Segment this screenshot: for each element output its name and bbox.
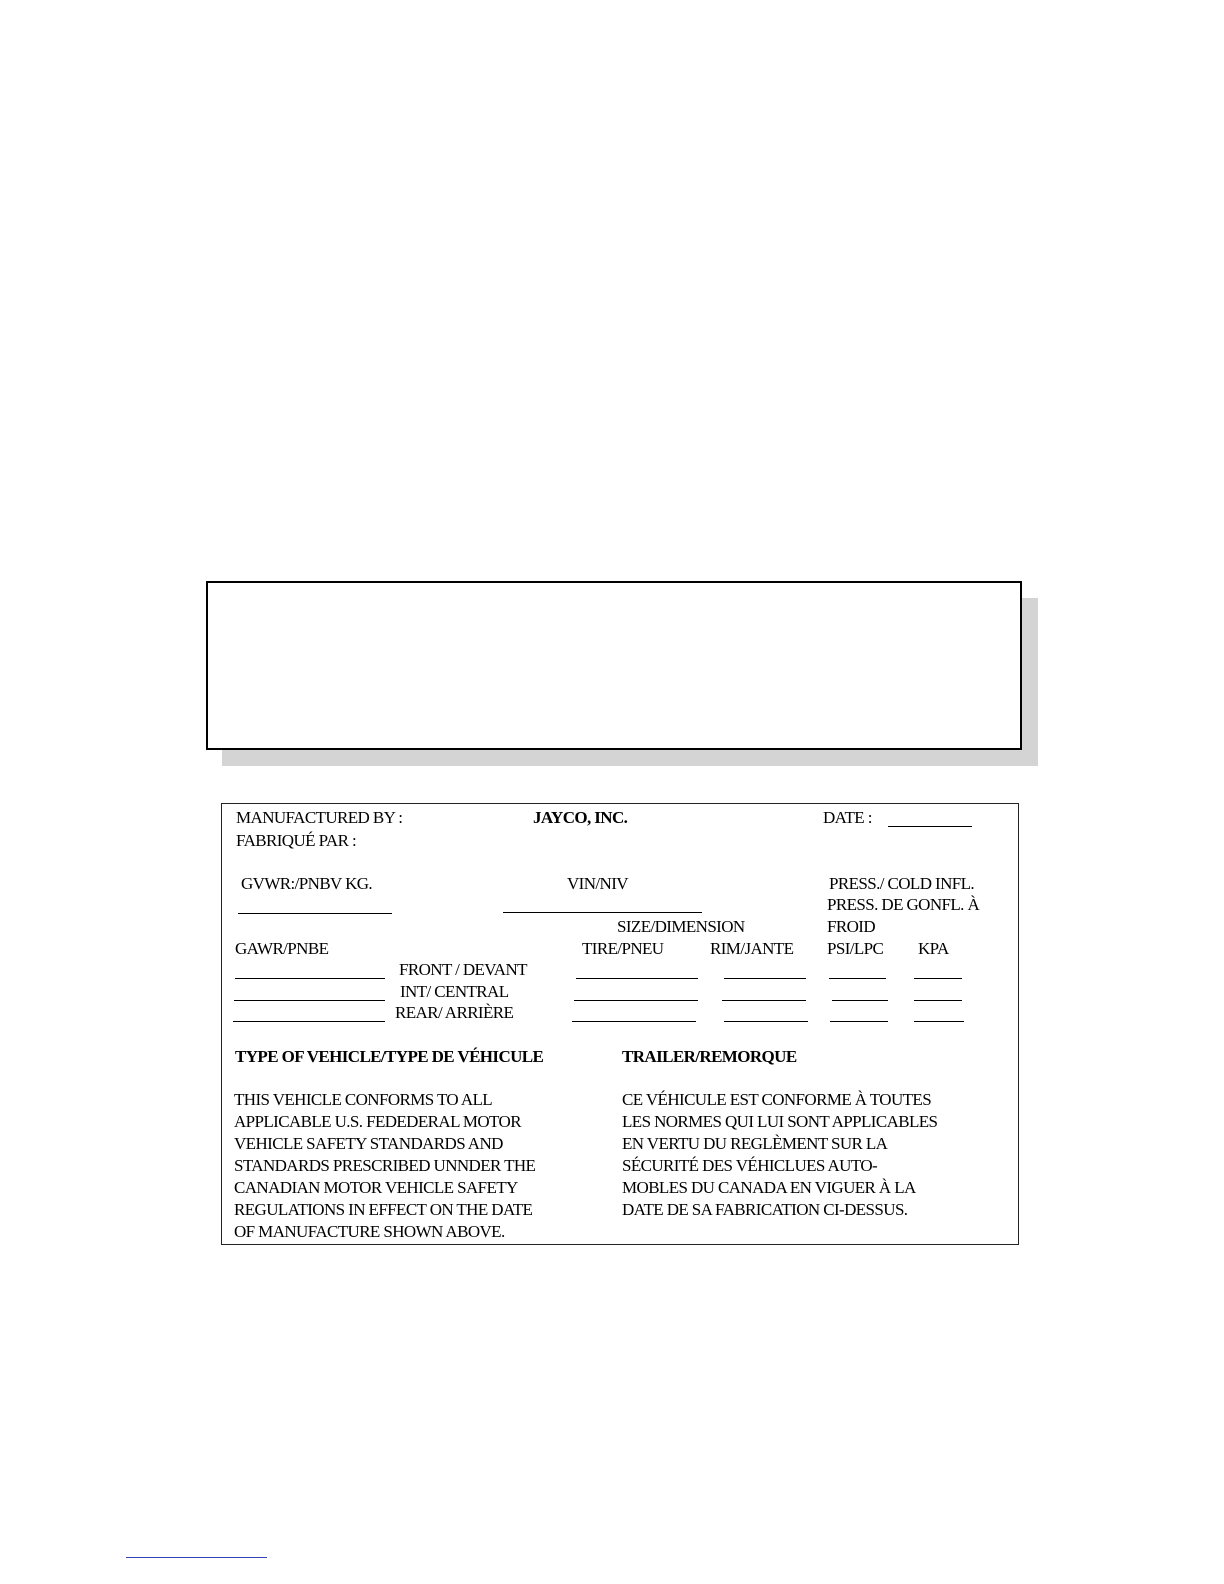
french-line: CE VÉHICULE EST CONFORME À TOUTES — [622, 1090, 932, 1109]
english-line: APPLICABLE U.S. FEDEDERAL MOTOR — [234, 1112, 521, 1131]
press-label-2: PRESS. DE GONFL. À — [827, 895, 980, 914]
type-of-vehicle-label: TYPE OF VEHICLE/TYPE DE VÉHICULE — [235, 1047, 544, 1066]
rear-rim-line — [724, 1021, 808, 1022]
gvwr-field-line — [238, 913, 392, 914]
axle-rear-label: REAR/ ARRIÈRE — [395, 1003, 514, 1022]
french-line: LES NORMES QUI LUI SONT APPLICABLES — [622, 1112, 938, 1131]
kpa-label: KPA — [918, 939, 949, 958]
date-label: DATE : — [823, 808, 872, 827]
english-line: THIS VEHICLE CONFORMS TO ALL — [234, 1090, 493, 1109]
front-kpa-line — [914, 978, 962, 979]
french-line: DATE DE SA FABRICATION CI-DESSUS. — [622, 1200, 908, 1219]
front-rim-line — [724, 978, 806, 979]
english-line: OF MANUFACTURE SHOWN ABOVE. — [234, 1222, 505, 1241]
tire-label: TIRE/PNEU — [582, 939, 664, 958]
trailer-label: TRAILER/REMORQUE — [622, 1047, 797, 1066]
manufacturer-name: JAYCO, INC. — [533, 808, 628, 827]
press-label-1: PRESS./ COLD INFL. — [829, 874, 975, 893]
vin-label: VIN/NIV — [567, 874, 628, 893]
psi-label: PSI/LPC — [827, 939, 884, 958]
english-line: CANADIAN MOTOR VEHICLE SAFETY — [234, 1178, 518, 1197]
int-tire-line — [574, 1000, 698, 1001]
rear-tire-line — [572, 1021, 696, 1022]
rear-gawr-line — [233, 1021, 385, 1022]
gvwr-label: GVWR:/PNBV KG. — [241, 874, 373, 893]
int-kpa-line — [914, 1000, 962, 1001]
english-line: REGULATIONS IN EFFECT ON THE DATE — [234, 1200, 533, 1219]
french-line: MOBLES DU CANADA EN VIGUER À LA — [622, 1178, 916, 1197]
rear-psi-line — [830, 1021, 888, 1022]
french-line: SÉCURITÉ DES VÉHICLUES AUTO- — [622, 1156, 878, 1175]
fabrique-par-label: FABRIQUÉ PAR : — [236, 831, 357, 850]
press-label-3: FROID — [827, 917, 876, 936]
int-psi-line — [832, 1000, 888, 1001]
date-field-line — [888, 826, 972, 827]
english-statement — [234, 1089, 535, 1243]
vin-field-line — [503, 912, 702, 913]
size-dimension-label: SIZE/DIMENSION — [617, 917, 745, 936]
int-rim-line — [722, 1000, 806, 1001]
english-line: VEHICLE SAFETY STANDARDS AND — [234, 1134, 503, 1153]
french-statement — [622, 1089, 937, 1221]
axle-front-label: FRONT / DEVANT — [399, 960, 527, 979]
int-gawr-line — [234, 1000, 385, 1001]
french-line: EN VERTU DU REGLÈMENT SUR LA — [622, 1134, 888, 1153]
rear-kpa-line — [914, 1021, 964, 1022]
certification-label — [221, 803, 1019, 1245]
empty-header-box — [206, 581, 1022, 750]
axle-int-label: INT/ CENTRAL — [400, 982, 509, 1001]
front-psi-line — [829, 978, 886, 979]
manufactured-by-label: MANUFACTURED BY : — [236, 808, 403, 827]
front-tire-line — [576, 978, 698, 979]
front-gawr-line — [235, 978, 385, 979]
english-line: STANDARDS PRESCRIBED UNNDER THE — [234, 1156, 536, 1175]
rim-label: RIM/JANTE — [710, 939, 794, 958]
gawr-label: GAWR/PNBE — [235, 939, 329, 958]
footnote-rule — [126, 1557, 267, 1558]
